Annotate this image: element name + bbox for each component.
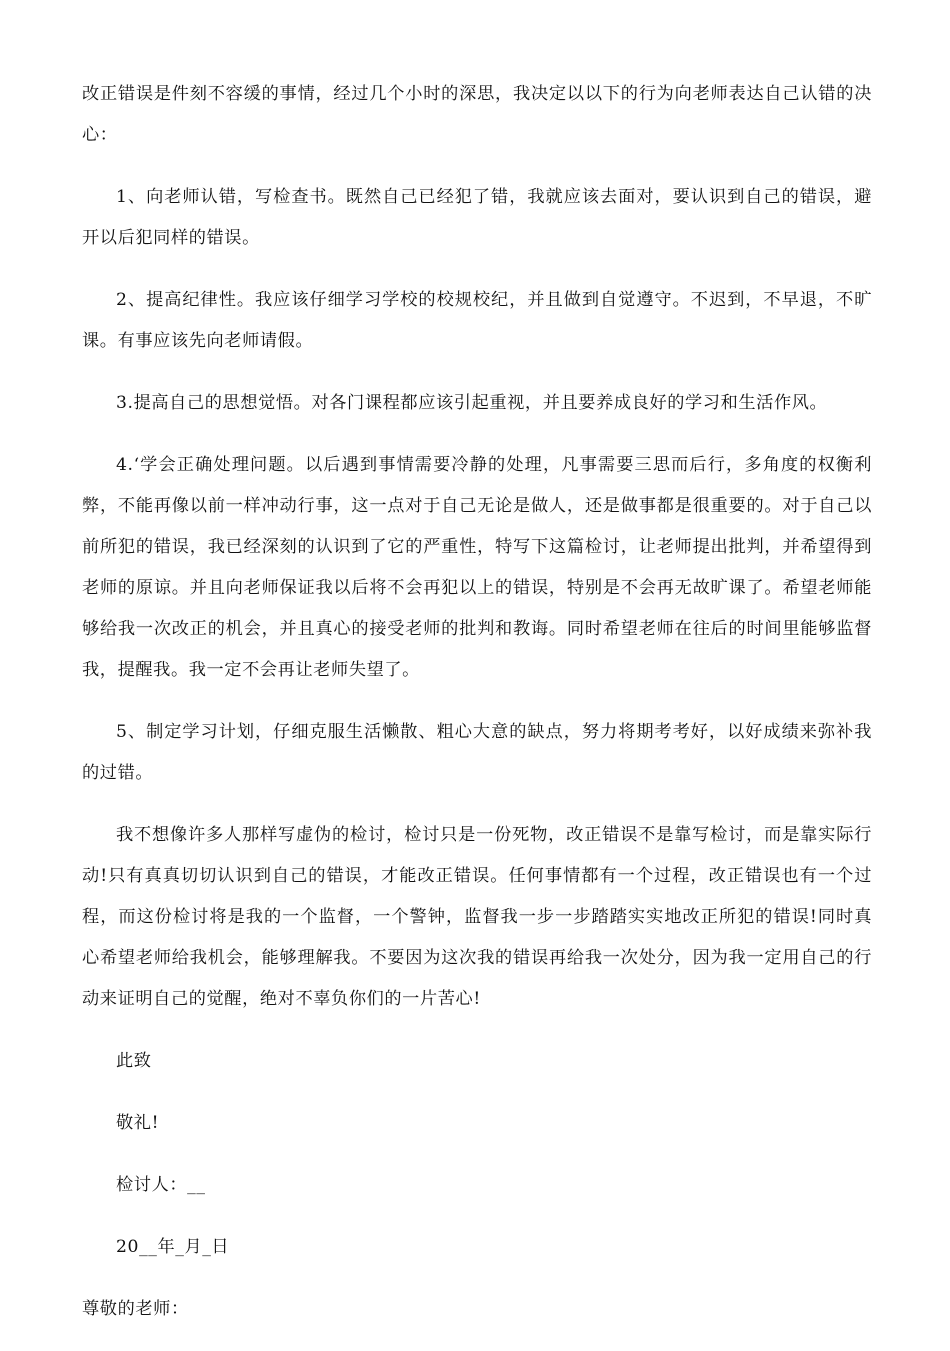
point-5-paragraph: 5、制定学习计划，仔细克服生活懒散、粗心大意的缺点，努力将期考考好，以好成绩来弥补我的过错。 (82, 722, 872, 783)
point-2-paragraph: 2、提高纪律性。我应该仔细学习学校的校规校纪，并且做到自觉遵守。不迟到，不早退，不旷课。有事应该先向老师请假。 (82, 290, 872, 351)
point-1-paragraph: 1、向老师认错，写检查书。既然自己已经犯了错，我就应该去面对，要认识到自己的错误，避开以后犯同样的错误。 (82, 187, 872, 248)
signer-line: 检讨人：__ (116, 1175, 206, 1195)
intro-paragraph: 改正错误是件刻不容缓的事情，经过几个小时的深思，我决定以以下的行为向老师表达自己认错的决心： (82, 84, 872, 145)
salutation-ci-zhi: 此致 (116, 1051, 152, 1071)
point-4-paragraph: 4.‘学会正确处理问题。以后遇到事情需要冷静的处理，凡事需要三思而后行，多角度的权衡利弊，不能再像以前一样冲动行事，这一点对于自己无论是做人，还是做事都是很重要的。对于自己以前所犯的错误，我已经深刻的认识到了它的严重性，特写下这篇检讨，让老师提出批判，并希望得到老师的原谅。并且向老师保证我以后将不会再犯以上的错误，特别是不会再无故旷课了。希望老师能够给我一次改正的机会，并且真心的接受老师的批判和教诲。同时希望老师在往后的时间里能够监督我，提醒我。我一定不会再让老师失望了。 (82, 455, 872, 680)
point-3-paragraph: 3.提高自己的思想觉悟。对各门课程都应该引起重视，并且要养成良好的学习和生活作风。 (116, 393, 828, 413)
date-line: 20__年_月_日 (116, 1237, 230, 1257)
conclusion-paragraph: 我不想像许多人那样写虚伪的检讨，检讨只是一份死物，改正错误不是靠写检讨，而是靠实际行动!只有真真切切认识到自己的错误，才能改正错误。任何事情都有一个过程，改正错误也有一个过程，而这份检讨将是我的一个监督，一个警钟，监督我一步一步踏踏实实地改正所犯的错误!同时真心希望老师给我机会，能够理解我。不要因为这次我的错误再给我一次处分，因为我一定用自己的行动来证明自己的觉醒，绝对不辜负你们的一片苦心! (82, 825, 872, 1009)
document-page (82, 74, 872, 1351)
next-letter-heading: 尊敬的老师： (82, 1299, 189, 1319)
salutation-jing-li: 敬礼! (116, 1113, 160, 1133)
